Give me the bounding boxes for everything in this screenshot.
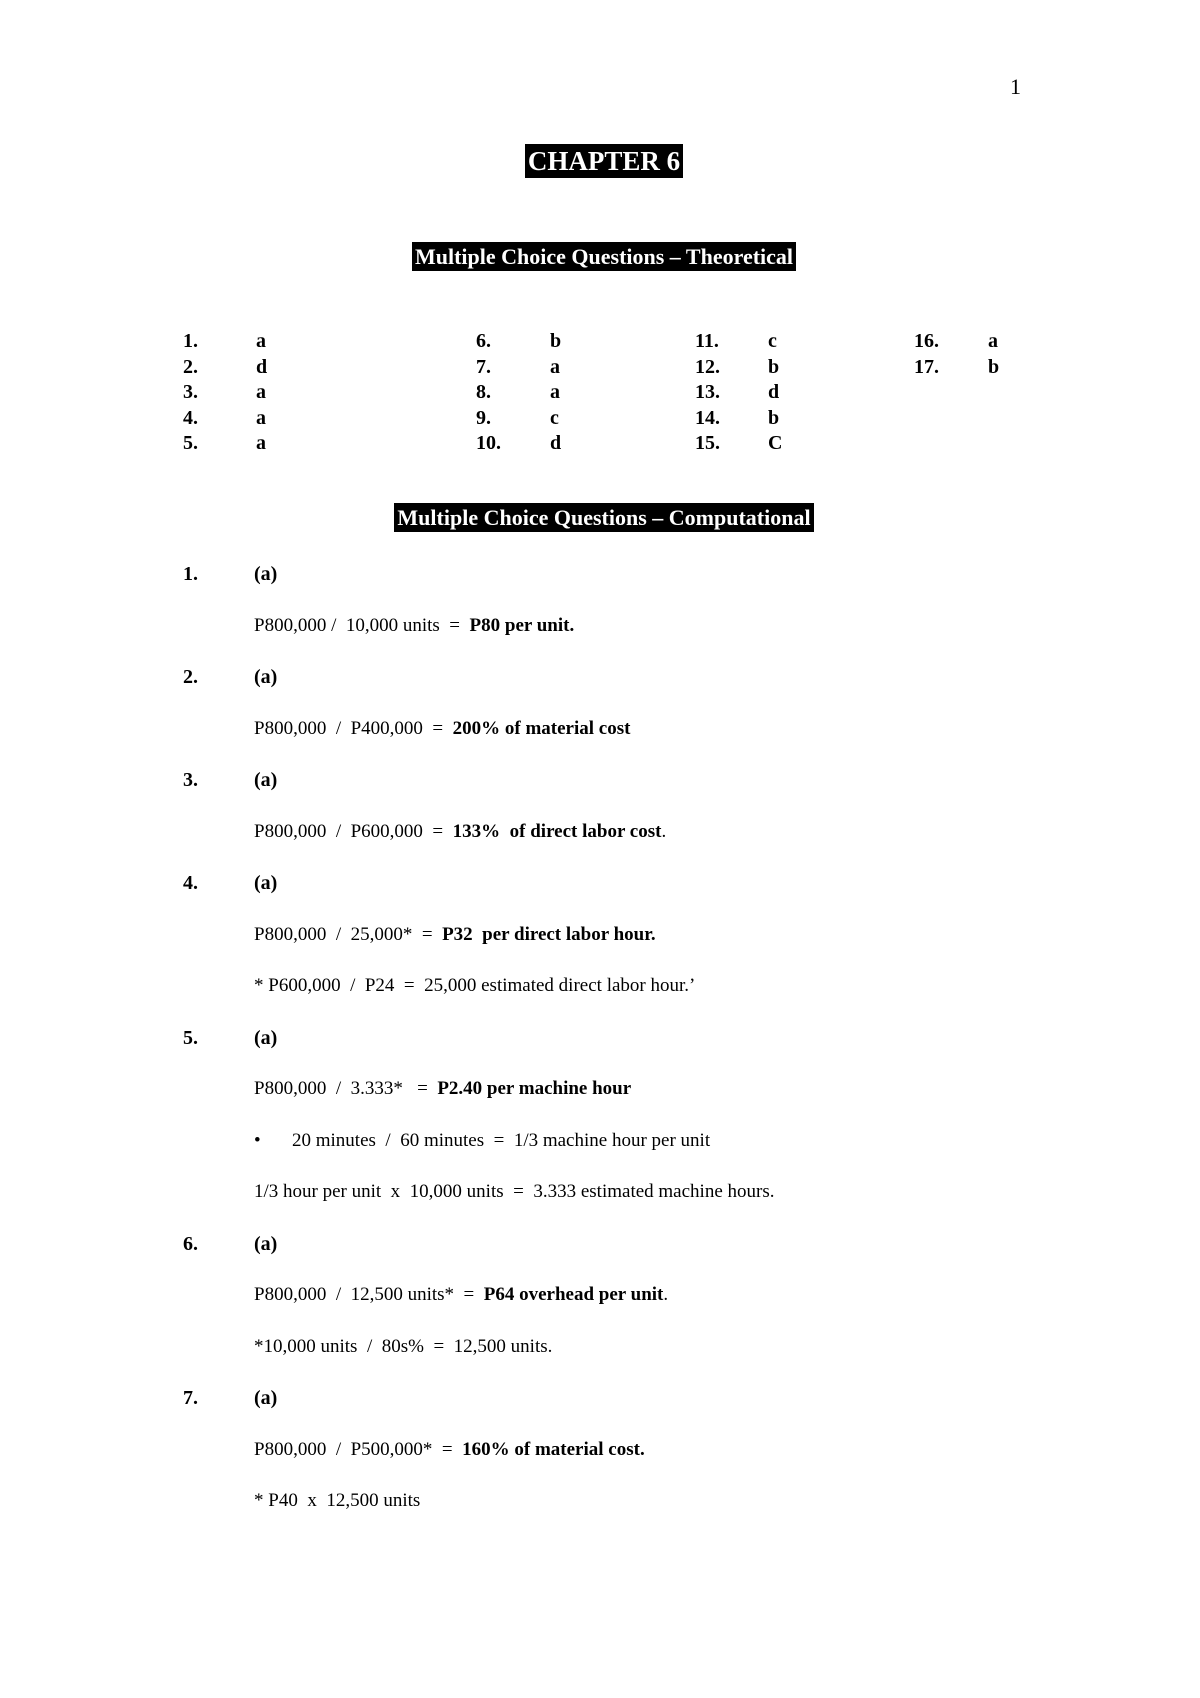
answer-letter: a	[256, 381, 266, 404]
solution-line	[254, 615, 574, 637]
solution-line	[254, 821, 666, 843]
page-number: 1	[1010, 74, 1021, 99]
answer-letter: b	[768, 355, 780, 378]
solution-line	[254, 1490, 420, 1512]
solution-text: * P40 x 12,500 units	[254, 1490, 421, 1511]
solution-text: P800,000 / 3.333* =	[254, 1078, 438, 1099]
problem-answer-choice: (a)	[254, 666, 278, 688]
solution-line	[254, 1284, 668, 1306]
solution-result: P32 per direct labor hour.	[442, 923, 656, 945]
solution-text: * P600,000 / P24 = 25,000 estimated direct labor hour.’	[254, 975, 696, 996]
solution-text: P800,000 / P500,000* =	[254, 1438, 463, 1460]
solution-line	[254, 975, 695, 997]
answer-number: 6.	[476, 330, 491, 352]
answer-number: 5.	[183, 432, 198, 455]
problem-answer-choice: (a)	[254, 1232, 278, 1255]
answer-number: 11.	[695, 330, 719, 352]
problem-number: 4.	[183, 872, 198, 894]
solution-result: P64 overhead per unit	[483, 1284, 664, 1305]
solution-text: P800,000 / 25,000* =	[254, 923, 443, 945]
answer-number: 17.	[914, 355, 939, 378]
solution-result: 160% of material cost.	[462, 1438, 645, 1460]
solution-text: P800,000 / P600,000 =	[254, 820, 453, 842]
problem-answer-choice: (a)	[254, 1387, 278, 1409]
problem-answer-choice: (a)	[254, 1026, 278, 1049]
answer-letter: a	[256, 432, 266, 455]
answer-letter: a	[550, 355, 560, 378]
answer-letter: a	[256, 330, 266, 352]
solution-text: *10,000 units / 80s% = 12,500 units.	[254, 1335, 553, 1357]
answer-number: 14.	[695, 406, 720, 429]
solution-suffix: .	[661, 820, 667, 842]
solution-text: P800,000 / 12,500 units* =	[254, 1284, 484, 1305]
answer-number: 7.	[476, 355, 491, 378]
section-heading-computational	[0, 505, 1200, 531]
solution-line	[254, 1078, 631, 1100]
problem-answer-choice: (a)	[254, 769, 278, 791]
problem-number: 5.	[183, 1026, 198, 1049]
answer-number: 2.	[183, 355, 198, 378]
answer-letter: a	[988, 330, 998, 352]
answer-number: 12.	[695, 355, 720, 378]
answer-letter: C	[768, 432, 783, 455]
problem-number: 2.	[183, 666, 198, 688]
answer-letter: a	[550, 381, 560, 404]
answer-letter: c	[768, 330, 777, 352]
problem-number: 7.	[183, 1387, 198, 1409]
solution-text: P800,000 / P400,000 =	[254, 717, 453, 739]
solution-result: 133% of direct labor cost	[452, 820, 662, 842]
problem-answer-choice: (a)	[254, 872, 278, 894]
solution-line	[254, 1336, 552, 1358]
answer-letter: d	[256, 355, 268, 378]
chapter-title	[0, 146, 1200, 177]
section-heading-theoretical	[0, 244, 1200, 270]
solution-result: 200% of material cost	[452, 717, 631, 739]
answer-number: 13.	[695, 381, 720, 404]
solution-line	[254, 718, 630, 740]
solution-text: 1/3 hour per unit x 10,000 units = 3.333 estimated machine hours.	[254, 1181, 775, 1202]
solution-result: P2.40 per machine hour	[437, 1078, 632, 1099]
answer-number: 3.	[183, 381, 198, 404]
answer-key-grid	[0, 330, 1200, 460]
problem-number: 1.	[183, 563, 198, 585]
solution-suffix: .	[663, 1284, 669, 1305]
bullet-text: 20 minutes / 60 minutes = 1/3 machine hour per unit	[292, 1129, 711, 1151]
answer-letter: b	[550, 330, 562, 352]
answer-letter: d	[768, 381, 780, 404]
problem-number: 6.	[183, 1232, 198, 1255]
chapter-title-text: CHAPTER 6	[525, 144, 683, 178]
answer-number: 10.	[476, 432, 501, 455]
problem-answer-choice: (a)	[254, 563, 278, 585]
section-heading-theoretical-text: Multiple Choice Questions – Theoretical	[412, 242, 796, 271]
answer-letter: a	[256, 406, 266, 429]
answer-letter: b	[988, 355, 1000, 378]
answer-letter: d	[550, 432, 562, 455]
solution-text: P800,000 / 10,000 units =	[254, 614, 470, 636]
solution-line	[254, 924, 656, 946]
answer-number: 8.	[476, 381, 491, 404]
answer-number: 9.	[476, 406, 491, 429]
answer-number: 15.	[695, 432, 720, 455]
answer-letter: b	[768, 406, 780, 429]
solution-line	[254, 1439, 645, 1461]
answer-number: 16.	[914, 330, 939, 352]
solution-line	[254, 1181, 774, 1203]
section-heading-computational-text: Multiple Choice Questions – Computational	[394, 503, 813, 532]
solution-result: P80 per unit.	[469, 614, 575, 636]
answer-letter: c	[550, 406, 559, 429]
answer-number: 1.	[183, 330, 198, 352]
answer-number: 4.	[183, 406, 198, 429]
problem-number: 3.	[183, 769, 198, 791]
bullet-icon: •	[254, 1129, 261, 1151]
